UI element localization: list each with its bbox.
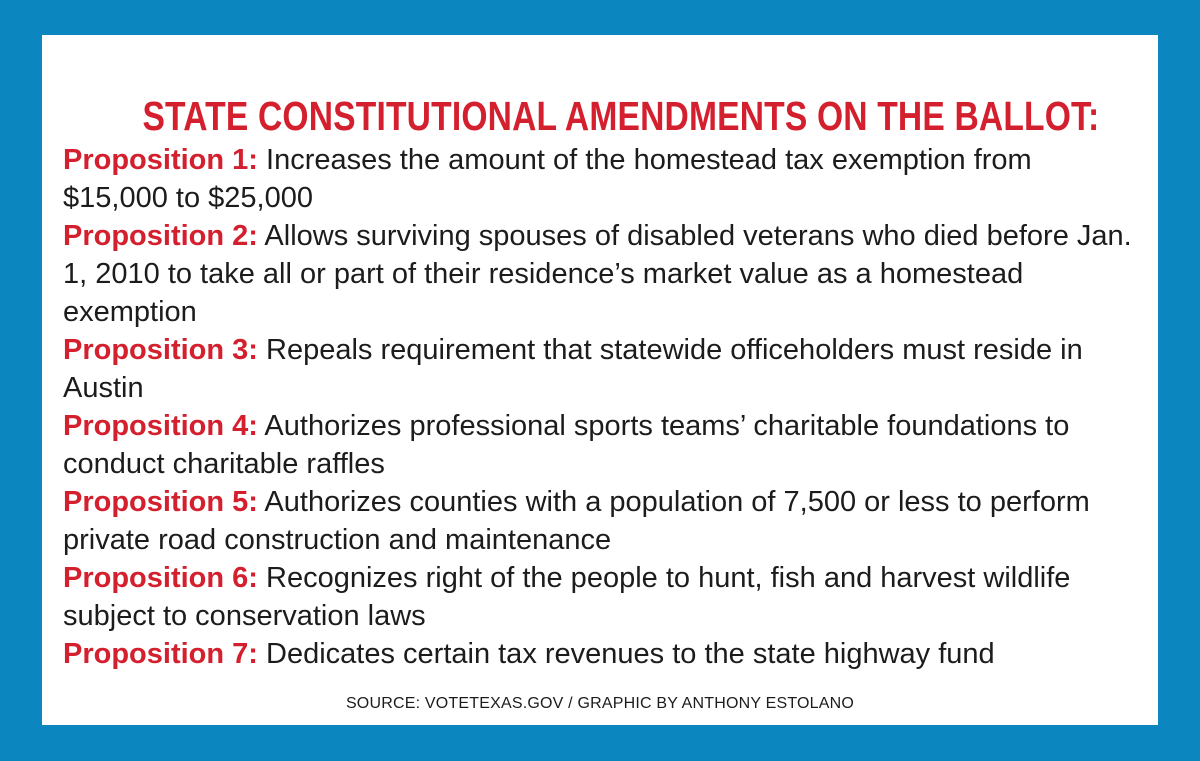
page-title: STATE CONSTITUTIONAL AMENDMENTS ON THE BALLOT: bbox=[142, 93, 1100, 139]
proposition-7 bbox=[63, 635, 1143, 673]
proposition-5 bbox=[63, 483, 1143, 559]
proposition-text: Authorizes counties with a population of 7,500 or less to perform private road construction and maintenance bbox=[63, 486, 1090, 556]
proposition-text: Dedicates certain tax revenues to the state highway fund bbox=[266, 638, 995, 670]
proposition-label: Proposition 5: bbox=[63, 486, 258, 518]
proposition-text: Authorizes professional sports teams’ charitable foundations to conduct charitable raffles bbox=[63, 410, 1070, 480]
proposition-label: Proposition 1: bbox=[63, 144, 258, 176]
proposition-6 bbox=[63, 559, 1143, 635]
proposition-label: Proposition 3: bbox=[63, 334, 258, 366]
proposition-label: Proposition 6: bbox=[63, 562, 258, 594]
source-credit: SOURCE: VOTETEXAS.GOV / GRAPHIC BY ANTHONY ESTOLANO bbox=[345, 695, 855, 712]
proposition-label: Proposition 2: bbox=[63, 220, 258, 252]
proposition-2 bbox=[63, 217, 1143, 331]
proposition-label: Proposition 4: bbox=[63, 410, 258, 442]
proposition-text: Allows surviving spouses of disabled veterans who died before Jan. 1, 2010 to take all or part of their residence’s market value as a homestead exemption bbox=[63, 220, 1132, 328]
info-card bbox=[42, 35, 1158, 725]
proposition-text: Recognizes right of the people to hunt, fish and harvest wildlife subject to conservation laws bbox=[63, 562, 1071, 632]
proposition-4 bbox=[63, 407, 1143, 483]
proposition-3 bbox=[63, 331, 1143, 407]
proposition-1 bbox=[63, 141, 1143, 217]
proposition-text: Increases the amount of the homestead tax exemption from $15,000 to $25,000 bbox=[63, 144, 1032, 214]
proposition-label: Proposition 7: bbox=[63, 638, 258, 670]
proposition-text: Repeals requirement that statewide officeholders must reside in Austin bbox=[63, 334, 1083, 404]
proposition-list bbox=[63, 141, 1143, 673]
